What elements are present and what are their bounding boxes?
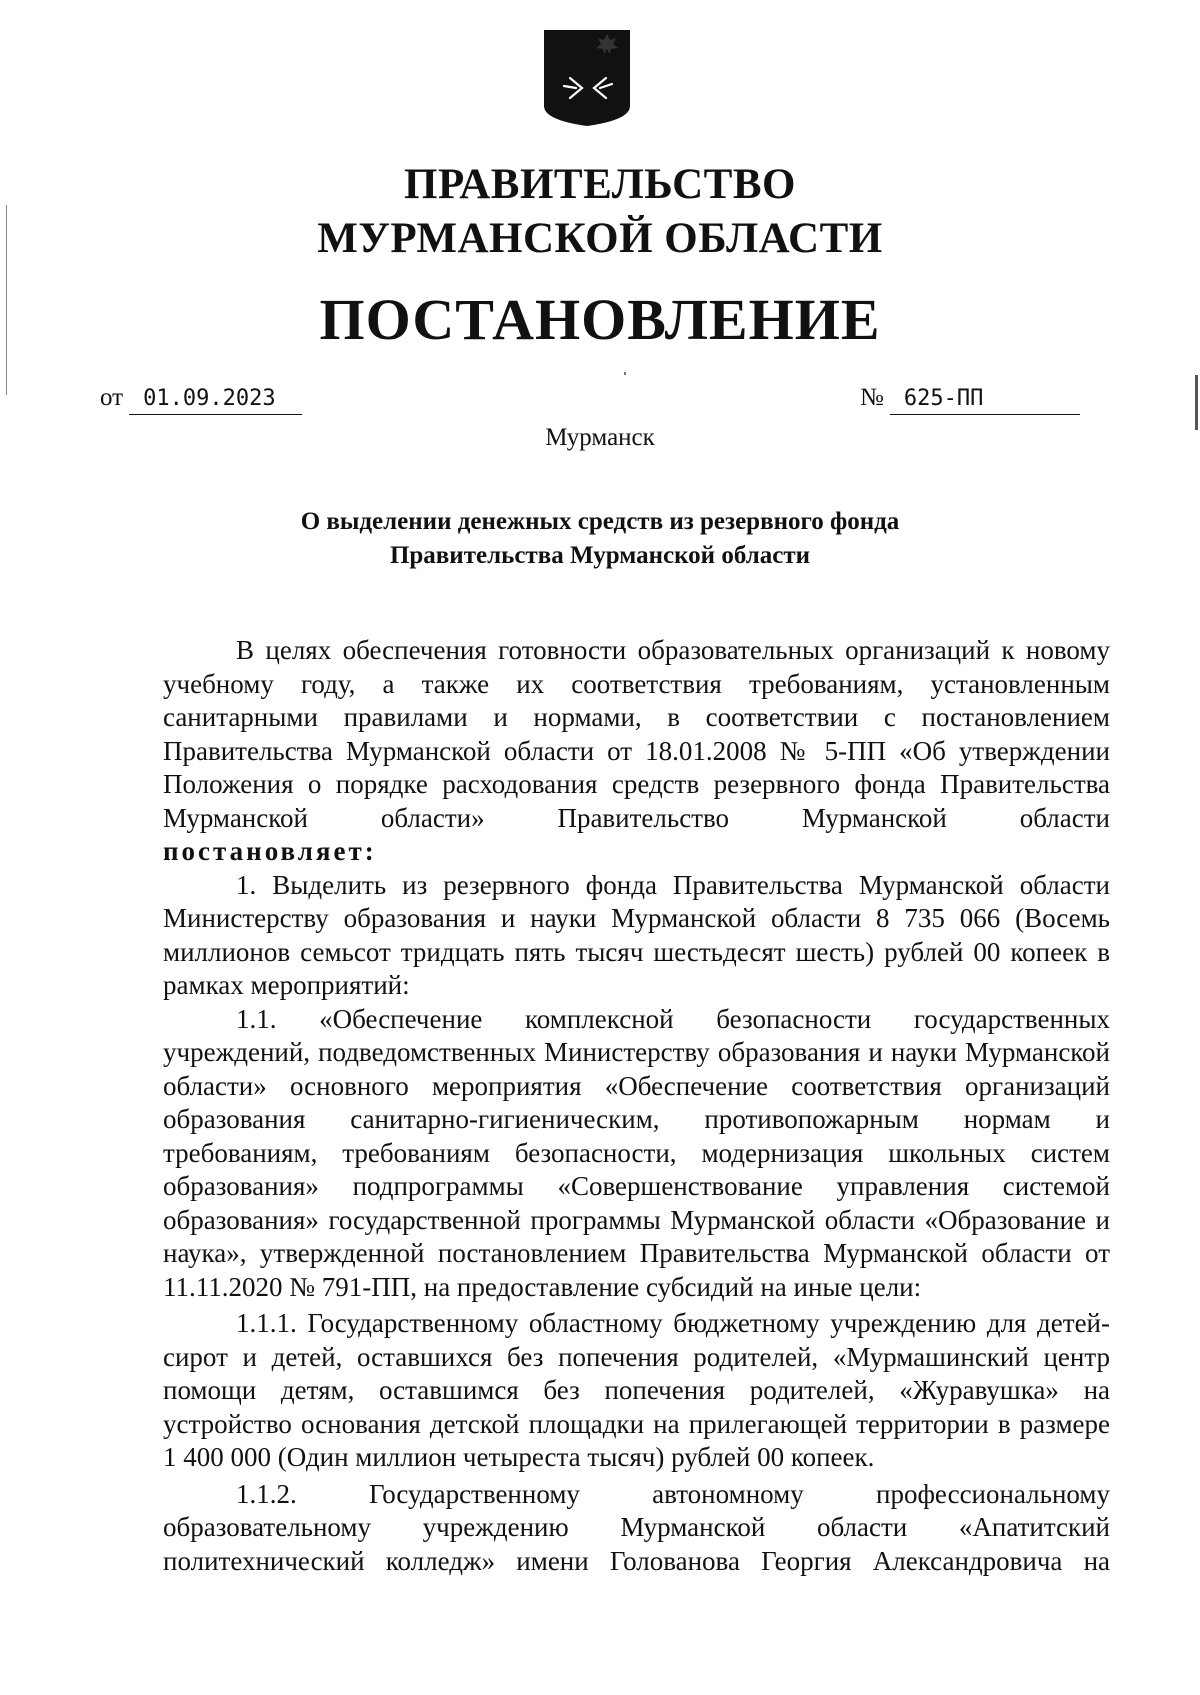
number-prefix: № xyxy=(860,384,884,411)
document-type: ПОСТАНОВЛЕНИЕ xyxy=(319,287,881,352)
date-value: 01.09.2023 xyxy=(129,384,302,415)
item-1-1-2: 1.1.2. Государственному автономному профессиональному образовательному учреждению Мурманской области «Апатитский политехнический колледж» имени Голованова Георгия Александровича на xyxy=(163,1478,1110,1576)
preamble-paragraph: В целях обеспечения готовности образовательных организаций к новому учебному году, а также их соответствия требованиям, установленным санитарными правилами и нормами, в соответствии с постановлением Правительства Мурманской области от 18.01.2008 № 5-ПП «Об утверждении Положения о порядке расходования средств резервного фонда Правительства Мурманской области» Правительство Мурманской области xyxy=(163,635,1110,833)
subject-line1: О выделении денежных средств из резервного фонда xyxy=(300,508,900,535)
item-1: 1. Выделить из резервного фонда Правительства Мурманской области Министерству образования и науки Мурманской области 8 735 066 (Восемь миллионов семьсот тридцать пять тысяч шестьдесят шесть) рублей 00 копеек в рамках мероприятий: xyxy=(163,869,1110,1000)
subject-line2: Правительства Мурманской области xyxy=(389,542,811,569)
document-number xyxy=(860,383,1080,415)
government-title-line2: МУРМАНСКОЙ ОБЛАСТИ xyxy=(317,215,883,262)
government-title xyxy=(0,158,1200,266)
scan-edge-mark xyxy=(1195,375,1198,430)
number-value: 625-ПП xyxy=(890,384,1080,415)
date-prefix: от xyxy=(100,384,124,411)
item-1-1-1: 1.1.1. Государственному областному бюджетному учреждению для детей-сирот и детей, оставшихся без попечения родителей, «Мурмашинский центр помощи детям, оставшимся без попечения родителей, «Журавушка» на устройство основания детской площадки на прилегающей территории в размере 1 400 000 (Один миллион четыреста тысяч) рублей 00 копеек. xyxy=(163,1308,1110,1472)
document-body xyxy=(163,634,1110,1578)
resolves-line xyxy=(163,835,1110,869)
government-title-line1: ПРАВИТЕЛЬСТВО xyxy=(404,161,796,208)
coat-of-arms-icon xyxy=(542,28,632,128)
scan-edge-mark xyxy=(6,205,7,395)
document-subject xyxy=(0,505,1200,573)
city: Мурманск xyxy=(545,424,655,451)
document-date xyxy=(100,383,302,415)
scan-dot xyxy=(624,372,626,375)
item-1-1: 1.1. «Обеспечение комплексной безопасности государственных учреждений, подведомственных Министерству образования и науки Мурманской области» основного мероприятия «Обеспечение соответствия организаций образования санитарно-гигиеническим, противопожарным нормам и требованиям, требованиям безопасности, модернизация школьных систем образования» подпрограммы «Совершенствование управления системой образования» государственной программы Мурманской области «Образование и наука», утвержденной постановлением Правительства Мурманской области от 11.11.2020 № 791-ПП, на предоставление субсидий на иные цели: xyxy=(163,1003,1110,1302)
resolves-word: постановляет: xyxy=(163,836,377,866)
